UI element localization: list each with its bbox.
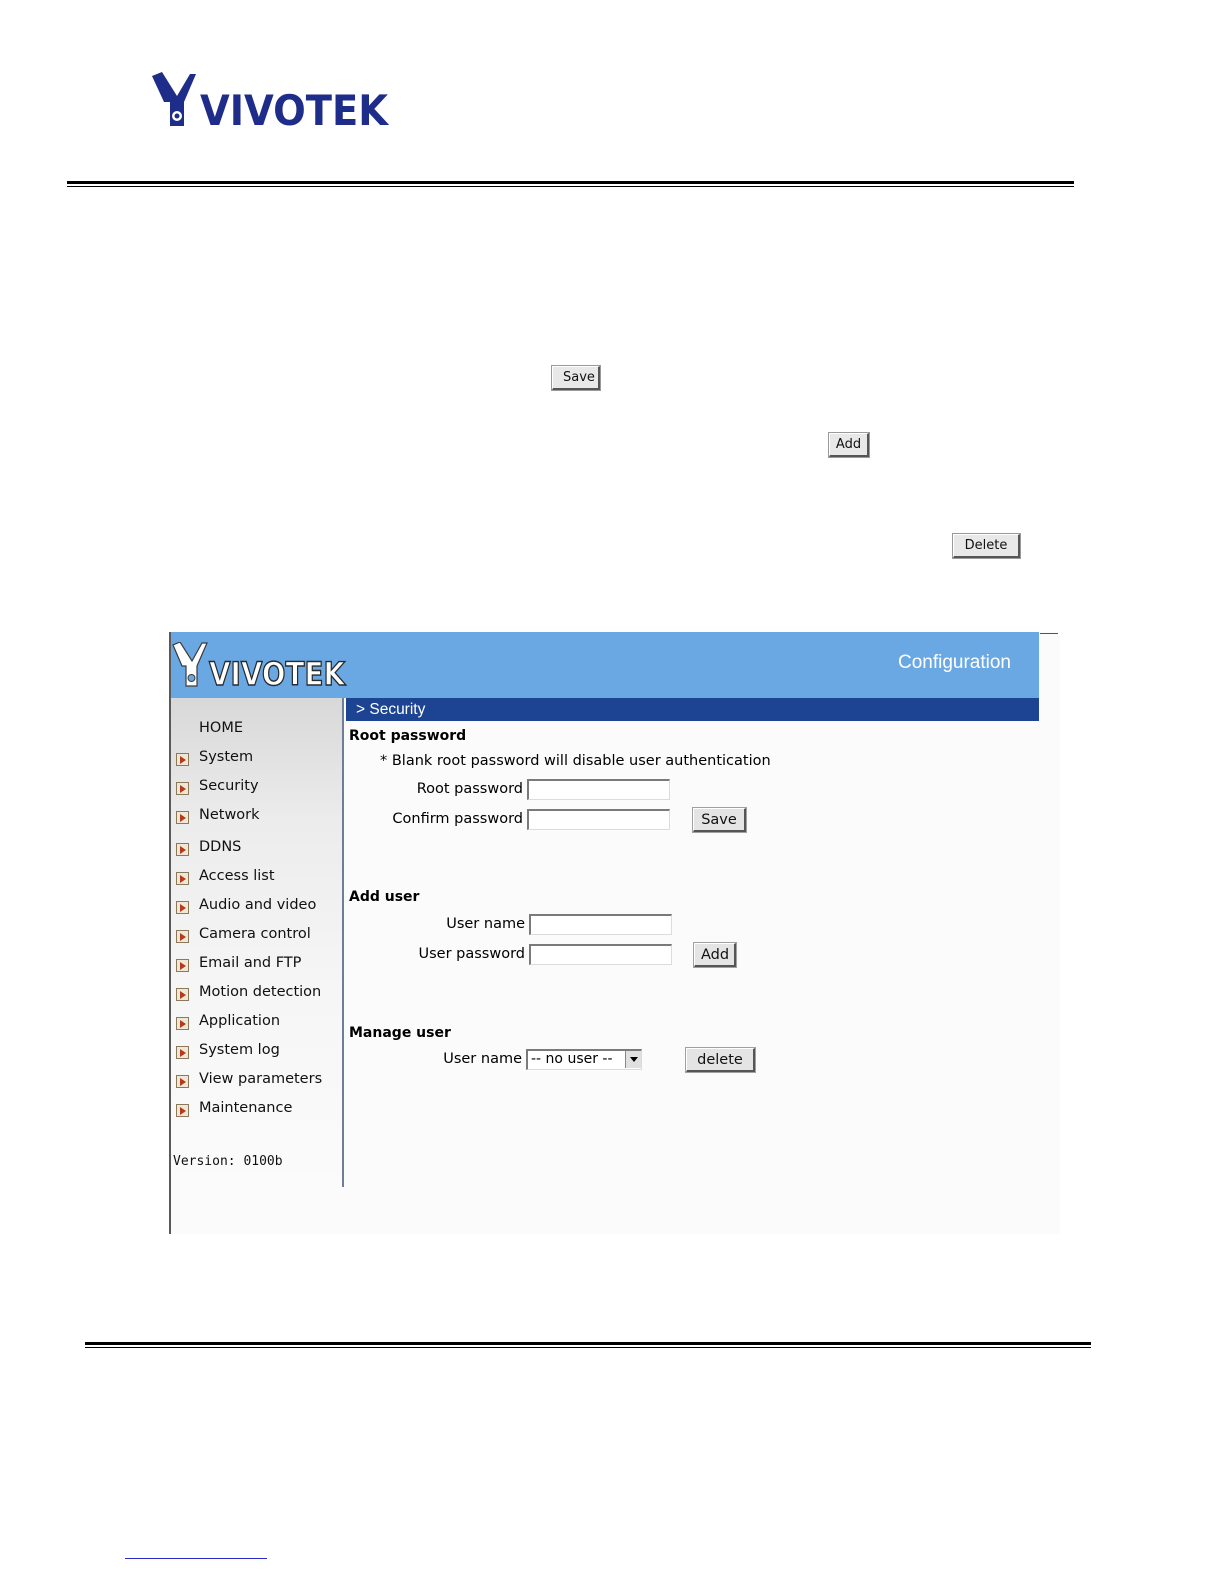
arrow-right-icon [176,1104,189,1117]
confirm-password-input[interactable] [527,809,670,830]
sidebar-item-ddns[interactable] [171,838,342,860]
sidebar-item-camera-control[interactable] [171,925,342,947]
dropdown-arrow-icon[interactable] [625,1051,641,1068]
sidebar-item-label: DDNS [199,839,242,855]
svg-text:VIVOTEK: VIVOTEK [200,86,390,132]
sidebar-item-label: Email and FTP [199,955,302,971]
user-name-label: User name [446,916,525,932]
footer-rule [85,1342,1091,1348]
section-title-bar: > Security [346,698,1039,721]
sidebar-item-label: Application [199,1013,281,1029]
sidebar-item-audio-and-video[interactable] [171,896,342,918]
doc-add-button[interactable]: Add [829,433,869,457]
arrow-right-icon [176,901,189,914]
arrow-right-icon [176,753,189,766]
arrow-right-icon [176,959,189,972]
arrow-right-icon [176,811,189,824]
sidebar-item-label: Motion detection [199,984,322,1000]
sidebar-item-email-and-ftp[interactable] [171,954,342,976]
sidebar-item-home[interactable] [171,719,342,741]
sidebar-item-label: View parameters [199,1071,323,1087]
sidebar-item-application[interactable] [171,1012,342,1034]
manage-user-heading: Manage user [349,1025,451,1041]
sidebar-item-system[interactable] [171,748,342,770]
sidebar-item-label: Maintenance [199,1100,293,1116]
firmware-version: Version: 0100b [173,1154,283,1169]
screenshot-corner-tick [1040,633,1058,634]
user-password-input[interactable] [529,944,672,965]
sidebar-item-motion-detection[interactable] [171,983,342,1005]
arrow-right-icon [176,1075,189,1088]
sidebar-item-label: System [199,749,254,765]
arrow-right-icon [176,1046,189,1059]
arrow-right-icon [176,782,189,795]
root-password-input[interactable] [527,779,670,800]
save-button[interactable]: Save [693,808,746,832]
sidebar-item-label: Security [199,778,259,794]
user-name-input[interactable] [529,914,672,935]
arrow-right-icon [176,872,189,885]
arrow-right-icon [176,1017,189,1030]
config-header [171,632,1039,698]
sidebar-item-security[interactable] [171,777,342,799]
arrow-right-icon [176,843,189,856]
footer-link-underline[interactable] [125,1558,267,1559]
sidebar-item-system-log[interactable] [171,1041,342,1063]
security-config-screenshot [169,632,1060,1234]
blank-password-note: * Blank root password will disable user authentication [380,753,771,769]
svg-text:VIVOTEK: VIVOTEK [209,655,347,690]
config-title: Configuration [897,652,1011,673]
sidebar-item-label: HOME [199,720,243,736]
sidebar-item-view-parameters[interactable] [171,1070,342,1092]
sidebar-item-label: Audio and video [199,897,317,913]
arrow-right-icon [176,930,189,943]
arrow-right-icon [176,988,189,1001]
config-logo-mark-icon [173,642,207,686]
logo-mark-icon [152,72,196,126]
confirm-password-label: Confirm password [392,811,523,827]
user-select[interactable] [526,1049,642,1070]
user-password-label: User password [418,946,525,962]
sidebar-item-label: Network [199,807,260,823]
root-password-heading: Root password [349,728,467,744]
sidebar-item-maintenance[interactable] [171,1099,342,1121]
screenshot-left-border [169,632,171,1234]
vivotek-logo [150,72,395,132]
config-vivotek-logo [171,642,351,690]
doc-delete-button[interactable]: Delete [953,534,1020,558]
add-user-button[interactable]: Add [694,943,736,967]
add-user-heading: Add user [349,889,420,905]
sidebar-item-label: Camera control [199,926,311,942]
root-password-label: Root password [416,781,523,797]
manage-user-name-label: User name [443,1051,522,1067]
sidebar-item-label: Access list [199,868,275,884]
delete-user-button[interactable]: delete [686,1048,755,1072]
sidebar-item-network[interactable] [171,806,342,828]
sidebar-item-access-list[interactable] [171,867,342,889]
doc-save-button[interactable]: Save [552,366,600,390]
sidebar-item-label: System log [199,1042,280,1058]
config-sidebar [171,698,344,1187]
header-rule [67,181,1074,187]
user-select-value: -- no user -- [531,1051,613,1067]
